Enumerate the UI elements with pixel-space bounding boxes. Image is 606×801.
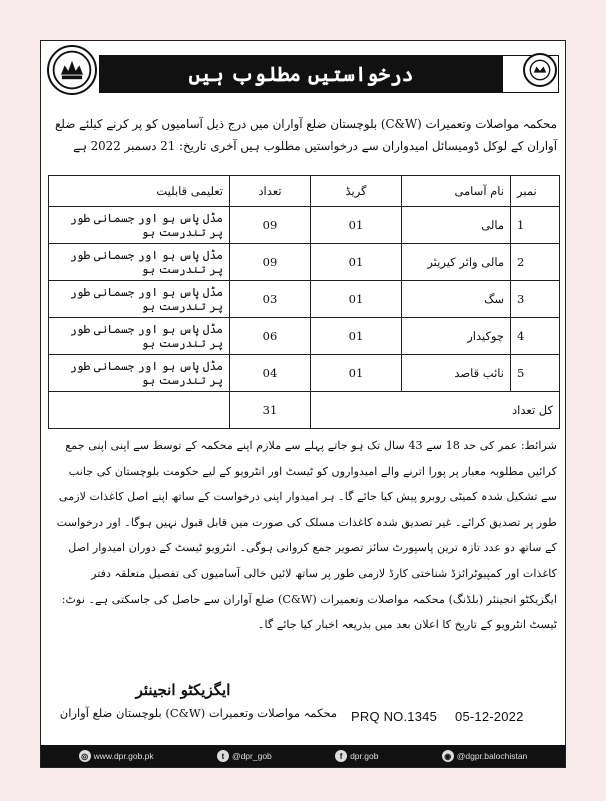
footer-facebook-text: dpr.gob [350, 751, 379, 761]
footer-twitter[interactable] [217, 750, 272, 762]
vacancy-table [48, 175, 560, 429]
cell-no: 2 [511, 244, 560, 281]
footer-facebook[interactable] [335, 750, 378, 762]
table-row [49, 207, 560, 244]
cell-title: مالی [402, 207, 511, 244]
col-no: نمبر [511, 176, 560, 207]
footer-instagram-text: @dgpr.balochistan [456, 751, 528, 761]
table-row [49, 244, 560, 281]
footer-twitter-text: @dpr_gob [231, 751, 272, 761]
cell-grade: 01 [311, 318, 402, 355]
cell-qualification: مڈل پاس ہو اور جسمانی طور پر تندرست ہو [49, 281, 230, 318]
cell-qualification: مڈل پاس ہو اور جسمانی طور پر تندرست ہو [49, 244, 230, 281]
cell-grade: 01 [311, 281, 402, 318]
cell-title: نائب قاصد [402, 355, 511, 392]
cell-count: 09 [230, 207, 311, 244]
cell-no: 1 [511, 207, 560, 244]
page-title: درخواستیں مطلوب ہیں [99, 55, 503, 93]
footer-website-text: www.dpr.gob.pk [93, 751, 154, 761]
cell-title: چوکیدار [402, 318, 511, 355]
cell-count: 04 [230, 355, 311, 392]
cell-no: 5 [511, 355, 560, 392]
facebook-icon: f [335, 750, 347, 762]
table-total-row [49, 392, 560, 429]
advertisement [40, 40, 566, 768]
col-count: تعداد [230, 176, 311, 207]
prq-reference [351, 709, 524, 724]
footer-instagram[interactable] [442, 750, 528, 762]
cell-qualification: مڈل پاس ہو اور جسمانی طور پر تندرست ہو [49, 318, 230, 355]
prq-number: PRQ NO.1345 [351, 709, 438, 724]
footer-bar [41, 745, 565, 767]
header [41, 41, 565, 105]
globe-icon: ◎ [79, 750, 91, 762]
balochistan-emblem-icon [47, 45, 97, 95]
cell-grade: 01 [311, 207, 402, 244]
table-row [49, 281, 560, 318]
cell-no: 3 [511, 281, 560, 318]
total-label: کل تعداد [311, 392, 560, 429]
footer-website[interactable] [79, 750, 154, 762]
col-qualification: تعلیمی قابلیت [49, 176, 230, 207]
total-value: 31 [230, 392, 311, 429]
table-row [49, 355, 560, 392]
cell-title: مالی وائر کیریئر [402, 244, 511, 281]
col-grade: گریڈ [311, 176, 402, 207]
terms-text: شرائط: عمر کی حد 18 سے 43 سال تک ہو جاتے پہلے سے ملازم اپنے محکمہ کے توسط سے اپنی اپنی جمع کرائیں مطلوبہ معیار پر پورا اترنے والے امیدواروں کو ٹیسٹ اور انٹرویو کے لیے حکومت بلوچستان کی جانب سے تشکیل شدہ کمیٹی روبرو پیش کیا جائے گا۔ ہر امیدوار اپنی درخواست کے ساتھ اپنے اصل کاغذات لازمی طور پر تصدیق کرائے۔ غیر تصدیق شدہ کاغذات مسلک کی صورت میں قابل قبول نہیں ہوگا۔ اور درخواست کے ساتھ دو عدد تازہ ترین پاسپورٹ سائز تصویر جمع کروانی ہوگی۔ انٹرویو ٹیسٹ کے دوران امیدوار اصل کاغذات اور کمپیوٹرائزڈ شناختی کارڈ لازمی طور پر ساتھ لائیں خالی آسامیوں کی تفصیل متعلقہ دفتر ایگزیکٹو انجینئر (بلڈنگ) محکمہ مواصلات وتعمیرات (C&W) ضلع آواران سے حاصل کی جاسکتی ہے۔ نوٹ: ٹیسٹ انٹرویو کے تاریخ کا اعلان بعد میں بذریعہ اخبار کیا جائے گا۔ [56, 439, 557, 632]
table-row [49, 318, 560, 355]
twitter-icon: t [217, 750, 229, 762]
signatory-department: محکمہ مواصلات وتعمیرات (C&W) بلوچستان ضلع آواران [59, 706, 337, 720]
intro-text: محکمہ مواصلات وتعمیرات (C&W) بلوچستان ضلع آواران میں درج ذیل آسامیوں کو پر کرنے کیلئے ضلع آواران کے لوکل ڈومیسائل امیدواران سے درخواستیں مطلوب ہیں آخری تاریخ: 21 دسمبر 2022 ہے [55, 117, 557, 153]
cell-qualification: مڈل پاس ہو اور جسمانی طور پر تندرست ہو [49, 355, 230, 392]
cell-count: 03 [230, 281, 311, 318]
prq-date: 05-12-2022 [455, 709, 524, 724]
cell-count: 09 [230, 244, 311, 281]
total-empty-cell [49, 392, 230, 429]
cell-no: 4 [511, 318, 560, 355]
cell-grade: 01 [311, 244, 402, 281]
instagram-icon: ◉ [442, 750, 454, 762]
cell-title: سگ [402, 281, 511, 318]
signatory-title: ایگزیکٹو انجینئر [135, 681, 231, 699]
col-title: نام آسامی [402, 176, 511, 207]
table-header-row [49, 176, 560, 207]
cell-count: 06 [230, 318, 311, 355]
cell-qualification: مڈل پاس ہو اور جسمانی طور پر تندرست ہو [49, 207, 230, 244]
department-seal-icon [523, 53, 557, 87]
cell-grade: 01 [311, 355, 402, 392]
